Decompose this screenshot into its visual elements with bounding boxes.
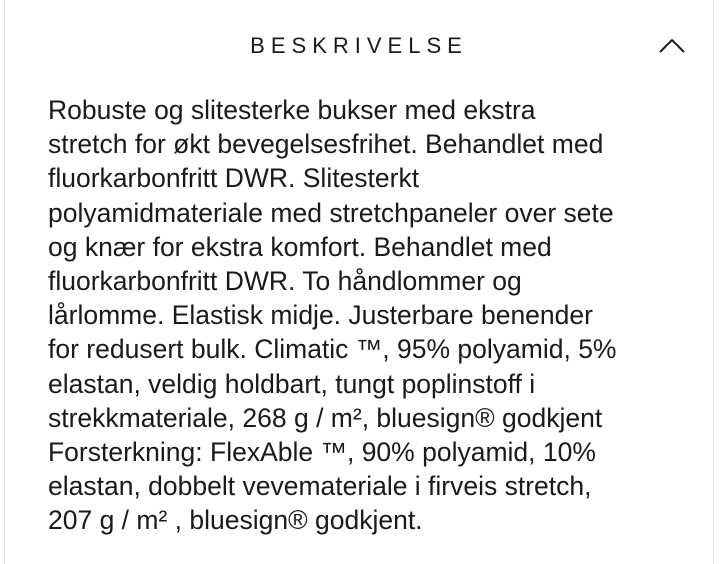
- chevron-up-icon[interactable]: [657, 36, 687, 56]
- product-description: Robuste og slitesterke bukser med ekstra stretch for økt bevegelsesfrihet. Behandlet med fluorkarbonfritt DWR. Slitesterkt polyamidmateriale med stretchpaneler over sete og knær for ekstra komfort. Behandlet med fluorkarbonfritt DWR. To håndlommer og lårlomme. Elastisk midje. Justerbare benender for redusert bulk. Climatic ™, 95% polyamid, 5% elastan, veldig holdbart, tungt poplinstoff i strekkmateriale, 268 g / m², bluesign® godkjent Forsterkning: FlexAble ™, 90% polyamid, 10% elastan, dobbelt vevemateriale i firveis stretch, 207 g / m² , bluesign® godkjent.: [48, 95, 617, 536]
- section-title: BESKRIVELSE: [250, 33, 468, 58]
- description-accordion: [4, 0, 714, 564]
- accordion-header[interactable]: [5, 0, 713, 92]
